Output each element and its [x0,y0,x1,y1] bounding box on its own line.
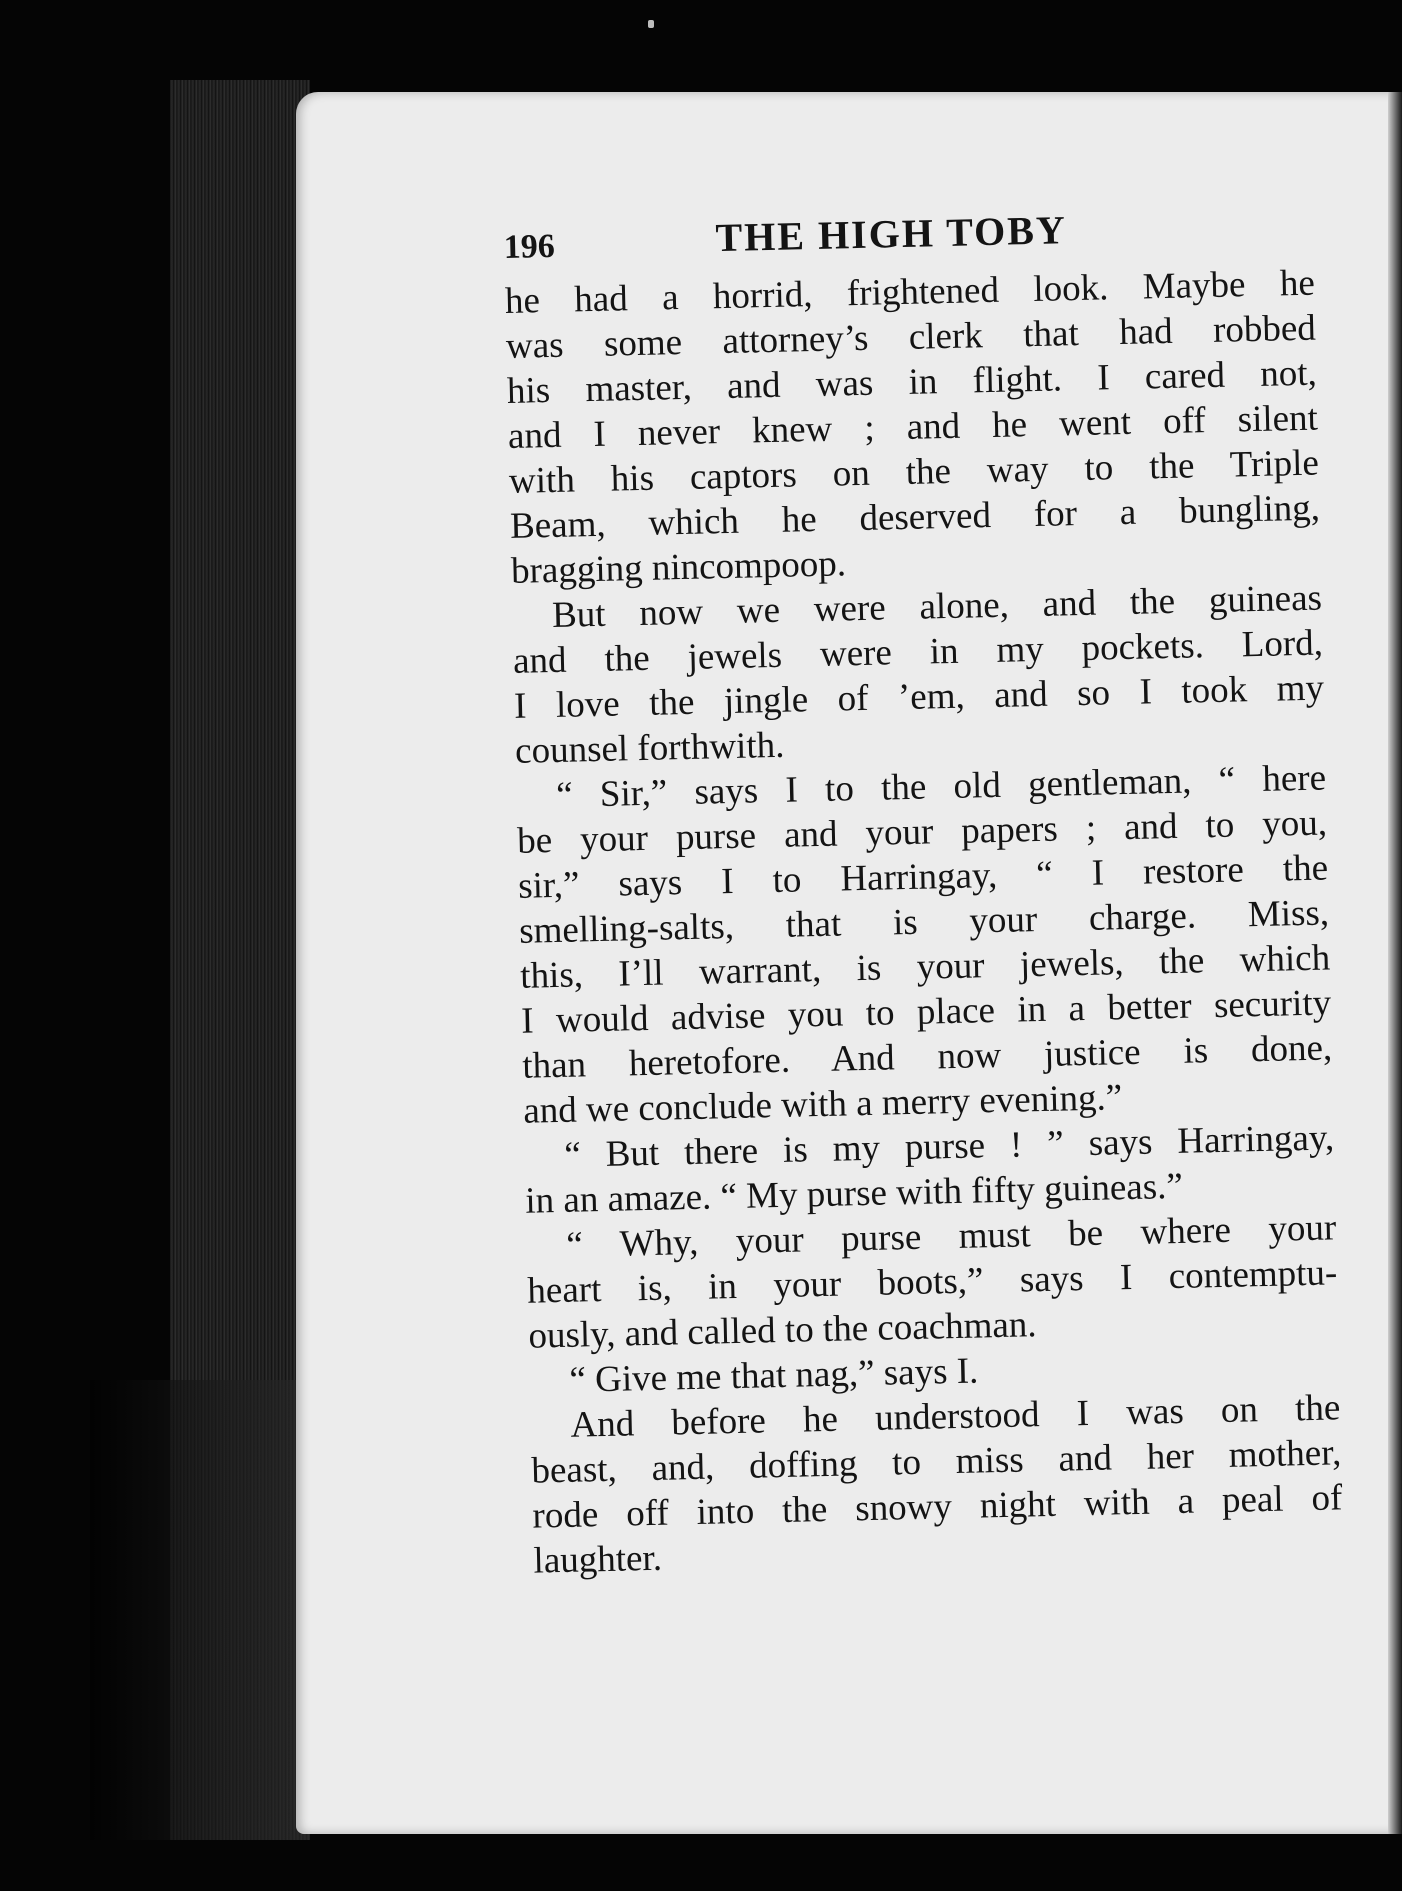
book-title-header: THE HIGH TOBY [715,207,1068,261]
text-line: “ But there is my purse ! ” says Harringay, [563,1117,1335,1176]
text-line: and the jewels were in my pockets. Lord, [512,622,1324,682]
page-right-edge [1388,92,1402,1834]
book-spine-shadow [90,1380,310,1840]
text-line: counsel forthwith. [514,724,785,772]
text-line: his master, and was in flight. I cared not, [506,352,1318,412]
page-number: 196 [503,227,556,266]
text-line: smelling-salts, that is your charge. Miss, [518,892,1330,952]
text-line: “ Why, your purse must be where your [565,1207,1337,1266]
text-line: with his captors on the way to the Triple [508,442,1320,502]
text-line: ously, and called to the coachman. [527,1304,1038,1357]
text-line: be your purse and your papers ; and to you, [516,802,1328,862]
text-line: bragging nincompoop. [510,543,847,592]
text-line: rode off into the snowy night with a peal of [532,1477,1343,1537]
scan-speck [648,20,654,28]
text-line: and we conclude with a merry evening.” [522,1077,1123,1132]
text-line: I love the jingle of ’em, and so I took my [513,667,1325,727]
text-line: laughter. [533,1537,663,1582]
text-line: beast, and, doffing to miss and her mother, [531,1432,1342,1492]
text-line: I would advise you to place in a better security [520,982,1332,1042]
text-line: he had a horrid, frightened look. Maybe he [504,262,1316,322]
text-line: And before he understood I was on the [570,1387,1341,1446]
text-line: Beam, which he deserved for a bungling, [509,487,1321,547]
text-line: than heretofore. And now justice is done, [521,1027,1333,1087]
text-line: “ Sir,” says I to the old gentleman, “ here [555,757,1327,816]
text-line: in an amaze. “ My purse with fifty guineas.” [524,1165,1184,1222]
page-text-block [503,197,1344,1584]
text-line: and I never knew ; and he went off silent [507,397,1319,457]
text-line: heart is, in your boots,” says I contemptu- [526,1252,1338,1312]
text-line: was some attorney’s clerk that had robbed [505,307,1317,367]
text-line: But now we were alone, and the guineas [551,577,1323,636]
text-line: this, I’ll warrant, is your jewels, the which [519,937,1331,997]
text-line: sir,” says I to Harringay, “ I restore the [517,847,1329,907]
text-line: “ Give me that nag,” says I. [568,1350,979,1401]
